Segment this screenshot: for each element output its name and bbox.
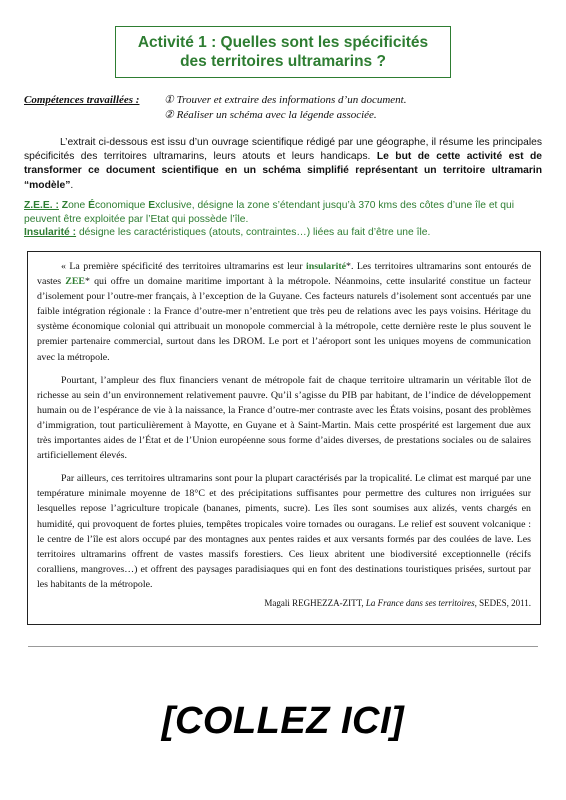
intro-end: . [70,179,74,191]
zee-letter-z: Z [61,200,69,211]
source-publisher: , SEDES, 2011. [474,597,531,608]
intro-goal: Le but de cette activité est de transformer ce document scientifique en un schéma simplifié représentant un territoire ultramarin “modèle” [24,151,542,191]
zee-word-exclusive: xclusive [155,200,192,211]
excerpt-box [27,251,541,625]
paste-here-label: [COLLEZ ICI] [161,700,405,742]
source-book-title: La France dans ses territoires [365,597,475,608]
zee-word-one: one [68,200,89,211]
insularite-definition-text: désigne les caractéristiques (atouts, contraintes…) liées au fait d’être une île. [76,227,431,238]
zee-word-economique: conomique [95,200,149,211]
excerpt-p1-text-b: *. Les territoires ultramarins sont entourés de vastes [37,261,531,288]
definition-zee [24,199,544,226]
zee-letter-e1: É [88,200,95,211]
zee-term: Z.E.E. : [24,200,59,211]
excerpt-paragraph-2: Pourtant, l’ampleur des flux financiers venant de métropole fait de chaque territoire ultramarin un véritable îlot de richesse au sein d’un environnement relativement pauvre. Qu’il s’agisse du PIB par habitant, de l’indice de développement humain ou de l’espérance de vie à la naissance, la France d’outre-mer contraste avec les États voisins, posant des problèmes d’immigration, tout particulièrement à Mayotte, en Guyane et à Saint-Martin. Mais cette prospérité est largement due aux très importantes aides de l’État et de l’Union européenne sous forme d’aides diverses, de prestations sociales ou de salaires artificiellement élevés. [37,374,531,462]
excerpt-source [37,596,531,611]
zee-definition-text: , désigne la zone s’étendant jusqu’à 370 kms des côtes d’une île et qui peuvent être exploitée par l’Etat qui possède l’île. [24,200,515,225]
zee-letter-e2: E [148,200,156,211]
competence-item-2: ② Réaliser un schéma avec la légende associée. [164,109,377,121]
source-author: Magali REGHEZZA-ZITT, [264,597,366,608]
excerpt-paragraph-3: Par ailleurs, ces territoires ultramarins sont pour la plupart caractérisés par la tropicalité. Le climat est marqué par une température minimale moyenne de 18°C et des précipitations suffisantes pour permettre des cultures non irriguées sur lesquelles repose l’agriculture tropicale (bananes, piments, sucre). Les îles sont soumises aux alizés, vents chargés en humidité, qui provoquent de fortes pluies, tempêtes tropicales voire tornades ou ouragans. Le relief est souvent volcanique : le centre de l’île est alors occupé par des montagnes aux pentes raides et aux versants formés par des coulées de lave. Les territoires ultramarins offrent de vastes massifs forestiers. Ces lieux abritent une biodiversité exceptionnelle (récifs coralliens, mangroves…) et offrent des paysages paradisiaques qui en font des destinations touristiques prisées, surtout par les habitants de la métropole. [37,473,531,590]
keyword-zee: ZEE [65,276,86,288]
competence-item-1: ① Trouver et extraire des informations d’un document. [164,94,407,106]
section-divider [28,646,538,647]
intro-paragraph [24,136,542,193]
activity-title-line2: des territoires ultramarins ? [180,53,386,70]
intro-text: L’extrait ci-dessous est issu d’un ouvrage scientifique rédigé par une géographe, il résume les principales spécificités des territoires ultramarins, leurs atouts et leurs handicaps. [24,137,542,163]
definitions-section [24,199,544,240]
competences-list [164,93,406,123]
competences-label: Compétences travaillées : [24,94,140,106]
excerpt-paragraph-1 [37,259,531,365]
activity-title-line1: Activité 1 : Quelles sont les spécificités [137,34,429,51]
keyword-insularite: insularité [305,261,347,272]
excerpt-p1-text-a: « La première spécificité des territoires ultramarins est leur [61,261,306,272]
activity-title-box [115,26,451,78]
insularite-term: Insularité : [24,227,77,238]
excerpt-p1-text-c: * qui offre un domaine maritime important à la métropole. Néanmoins, cette insularité constitue un facteur d’isolement pour l’outre-mer français, à l’exception de la Guyane. Ces facteurs naturels d’isolement sont accentués par une faible intégration régionale : la France d’outre-mer n’entretient que très peu de relations avec les pays voisins. Héritage du système économique colonial qui attribuait un monopole commercial à la métropole, cette dernière reste le plus souvent le premier partenaire commercial, surtout dans les DROM. Le port et l’aéroport sont les uniques moyens de communication avec la métropole. [37,276,531,363]
definition-insularite [24,226,544,240]
